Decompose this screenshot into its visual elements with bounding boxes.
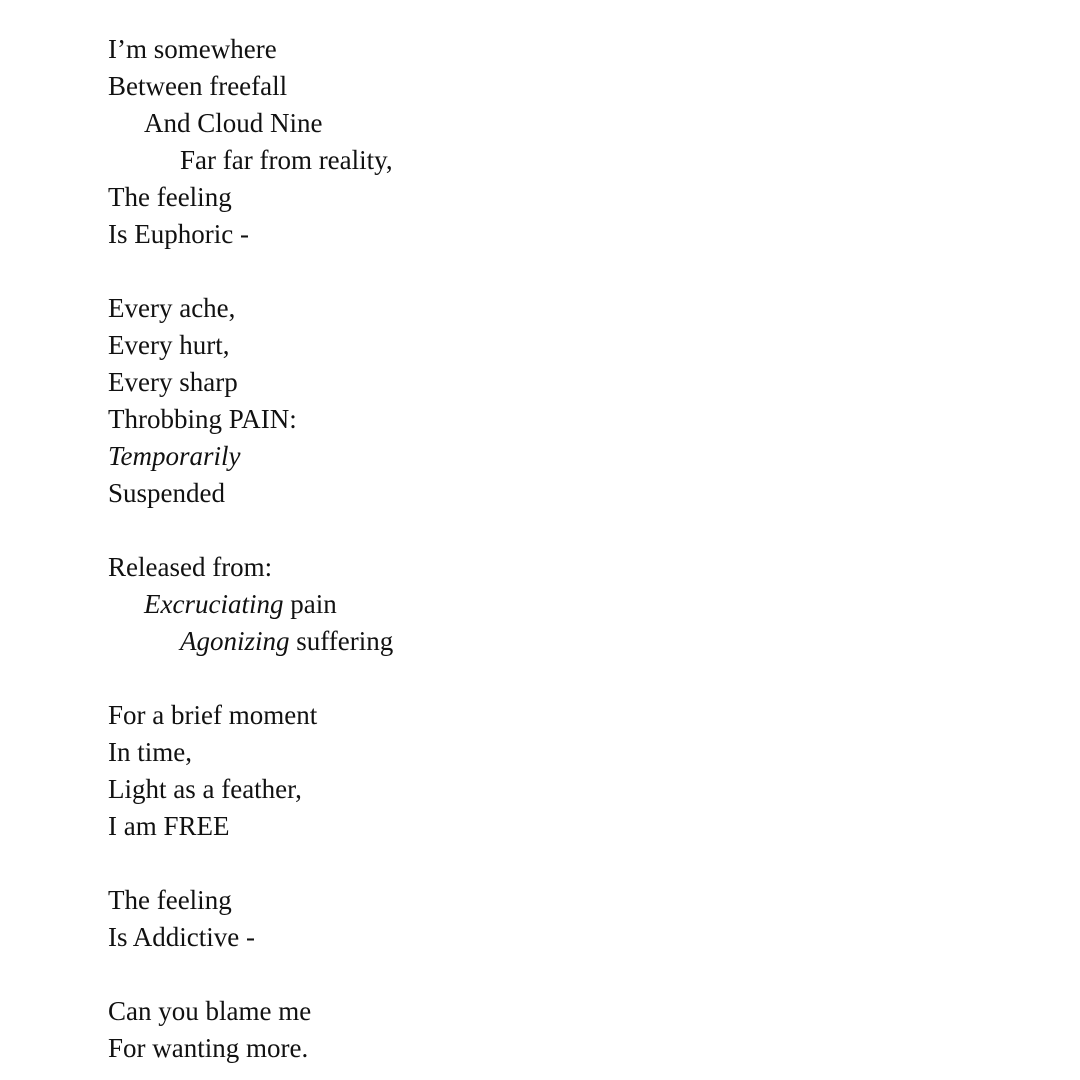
poem-line: For wanting more. [108, 1033, 309, 1063]
poem-body [108, 31, 393, 1067]
line-text: suffering [289, 626, 394, 656]
poem-line: I’m somewhere [108, 34, 277, 64]
poem-line [108, 438, 393, 475]
stanza-break [108, 956, 393, 993]
poem-line: The feeling [108, 885, 232, 915]
poem-line: Can you blame me [108, 996, 312, 1026]
poem-line: Light as a feather, [108, 774, 302, 804]
stanza-break [108, 512, 393, 549]
poem-line: Is Euphoric - [108, 219, 249, 249]
line-text: pain [283, 589, 337, 619]
poem-line: In time, [108, 737, 192, 767]
emphasized-word: Agonizing [180, 626, 290, 656]
poem-line: For a brief moment [108, 700, 318, 730]
poem-line: I am FREE [108, 811, 230, 841]
poem-line: Every sharp [108, 367, 238, 397]
poem-line [108, 586, 393, 623]
emphasized-word: Excruciating [144, 589, 284, 619]
poem-line: Far far from reality, [180, 145, 393, 175]
poem-line: Between freefall [108, 71, 288, 101]
poem-line [108, 623, 393, 660]
poem-line: Every ache, [108, 293, 236, 323]
emphasized-word: Temporarily [108, 441, 241, 471]
poem-line: Released from: [108, 552, 273, 582]
stanza-break [108, 660, 393, 697]
poem-line: Throbbing PAIN: [108, 404, 297, 434]
poem-line: The feeling [108, 182, 232, 212]
poem-line: And Cloud Nine [144, 108, 323, 138]
stanza-break [108, 253, 393, 290]
stanza-break [108, 845, 393, 882]
poem-line: Every hurt, [108, 330, 230, 360]
poem-line: Suspended [108, 478, 225, 508]
poem-line: Is Addictive - [108, 922, 255, 952]
